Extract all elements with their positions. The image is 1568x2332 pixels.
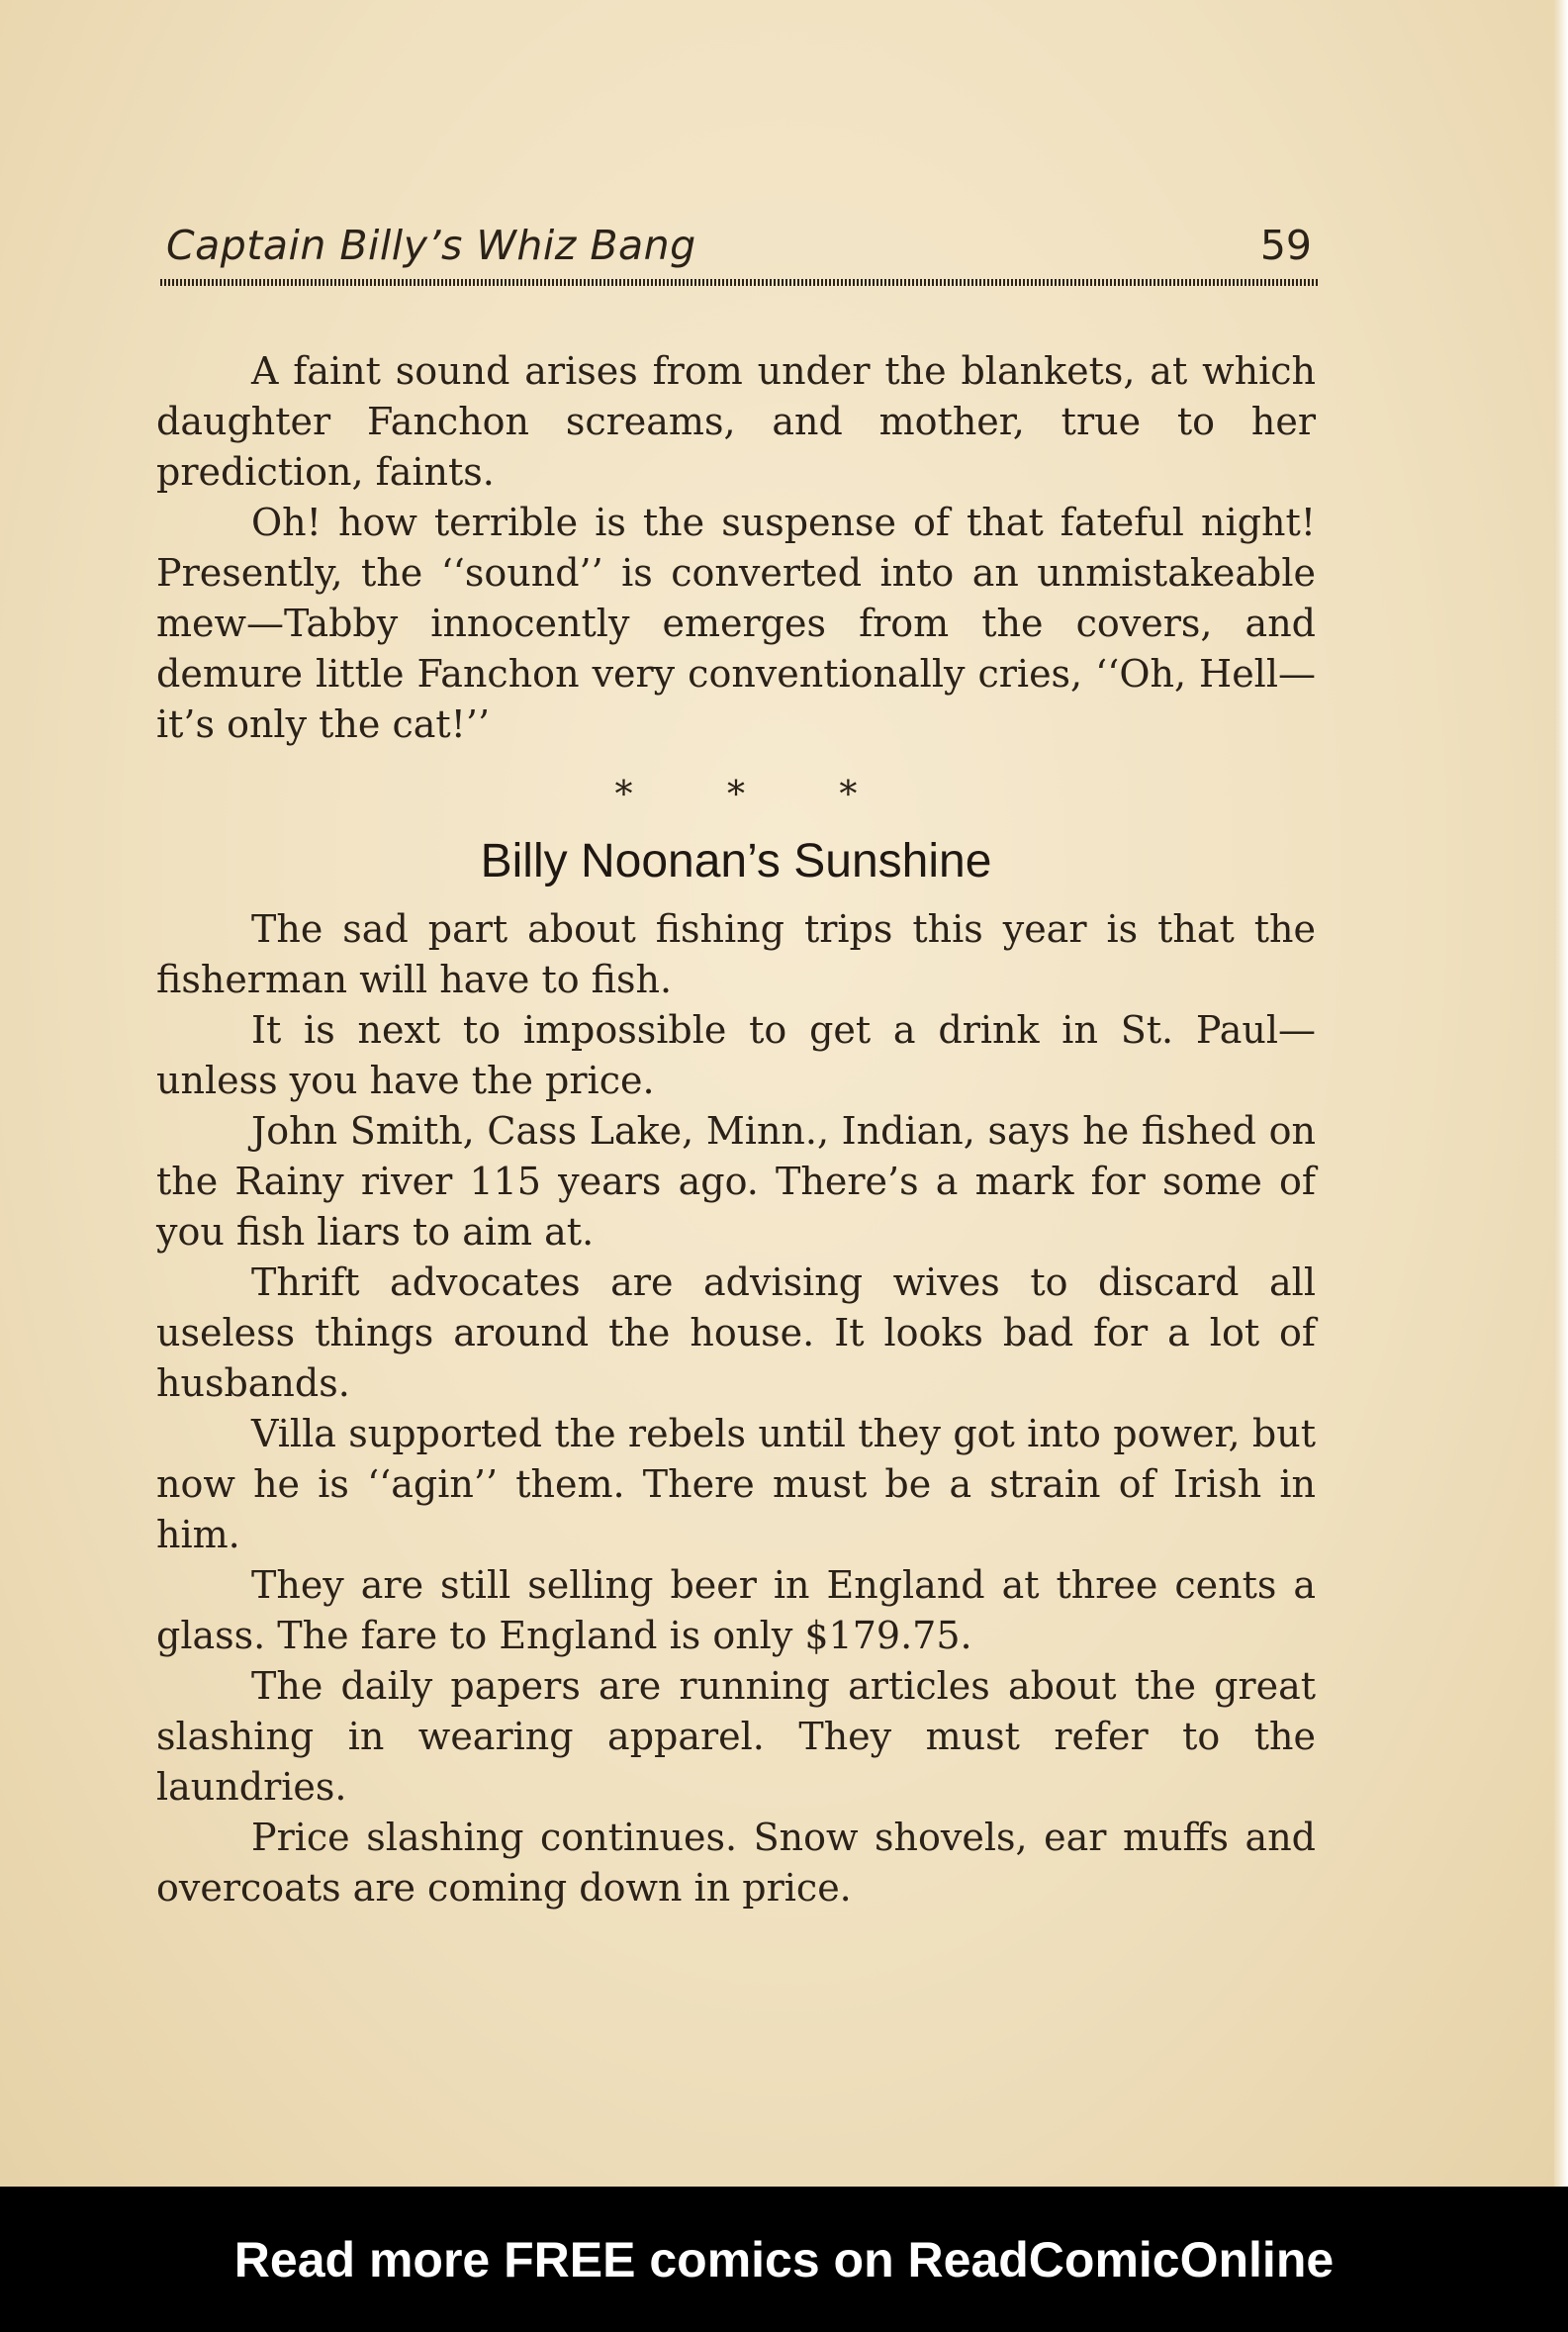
- section-separator: * * *: [614, 775, 899, 815]
- paragraph: Villa supported the rebels until they got into power, but now he is ‘‘agin’’ them. There must be a strain of Irish in him.: [156, 1412, 1316, 1556]
- paragraph: John Smith, Cass Lake, Minn., Indian, says he fished on the Rainy river 115 years ago. There’s a mark for some of you fish liars to aim at.: [156, 1109, 1316, 1254]
- paragraph: It is next to impossible to get a drink in St. Paul—unless you have the price.: [156, 1008, 1316, 1102]
- header-rule: [160, 279, 1320, 286]
- paragraph: Price slashing continues. Snow shovels, ear muffs and overcoats are coming down in price.: [156, 1816, 1316, 1910]
- paragraph: A faint sound arises from under the blankets, at which daughter Fanchon screams, and mother, true to her prediction, faints.: [156, 349, 1316, 494]
- running-title: Captain Billy’s Whiz Bang: [166, 222, 696, 269]
- article-body: [156, 346, 1316, 1913]
- paragraph: Oh! how terrible is the suspense of that fateful night! Presently, the ‘‘sound’’ is converted into an unmistakeable mew—Tabby innocently emerges from the covers, and demure little Fanchon very conventionally cries, ‘‘Oh, Hell—it’s only the cat!’’: [156, 501, 1316, 746]
- page-number: 59: [1259, 222, 1312, 269]
- paragraph: They are still selling beer in England at three cents a glass. The fare to England is only $179.75.: [156, 1563, 1316, 1657]
- paragraph: The sad part about fishing trips this year is that the fisherman will have to fish.: [156, 907, 1316, 1001]
- promo-banner[interactable]: [0, 2187, 1568, 2332]
- paragraph: The daily papers are running articles about the great slashing in wearing apparel. They must refer to the laundries.: [156, 1664, 1316, 1809]
- paragraph: Thrift advocates are advising wives to discard all useless things around the house. It looks bad for a lot of husbands.: [156, 1260, 1316, 1405]
- page-edge: [1554, 0, 1568, 2187]
- section-heading: Billy Noonan’s Sunshine: [480, 835, 992, 887]
- promo-banner-text[interactable]: Read more FREE comics on ReadComicOnline: [233, 2231, 1335, 2287]
- running-head: [160, 222, 1320, 279]
